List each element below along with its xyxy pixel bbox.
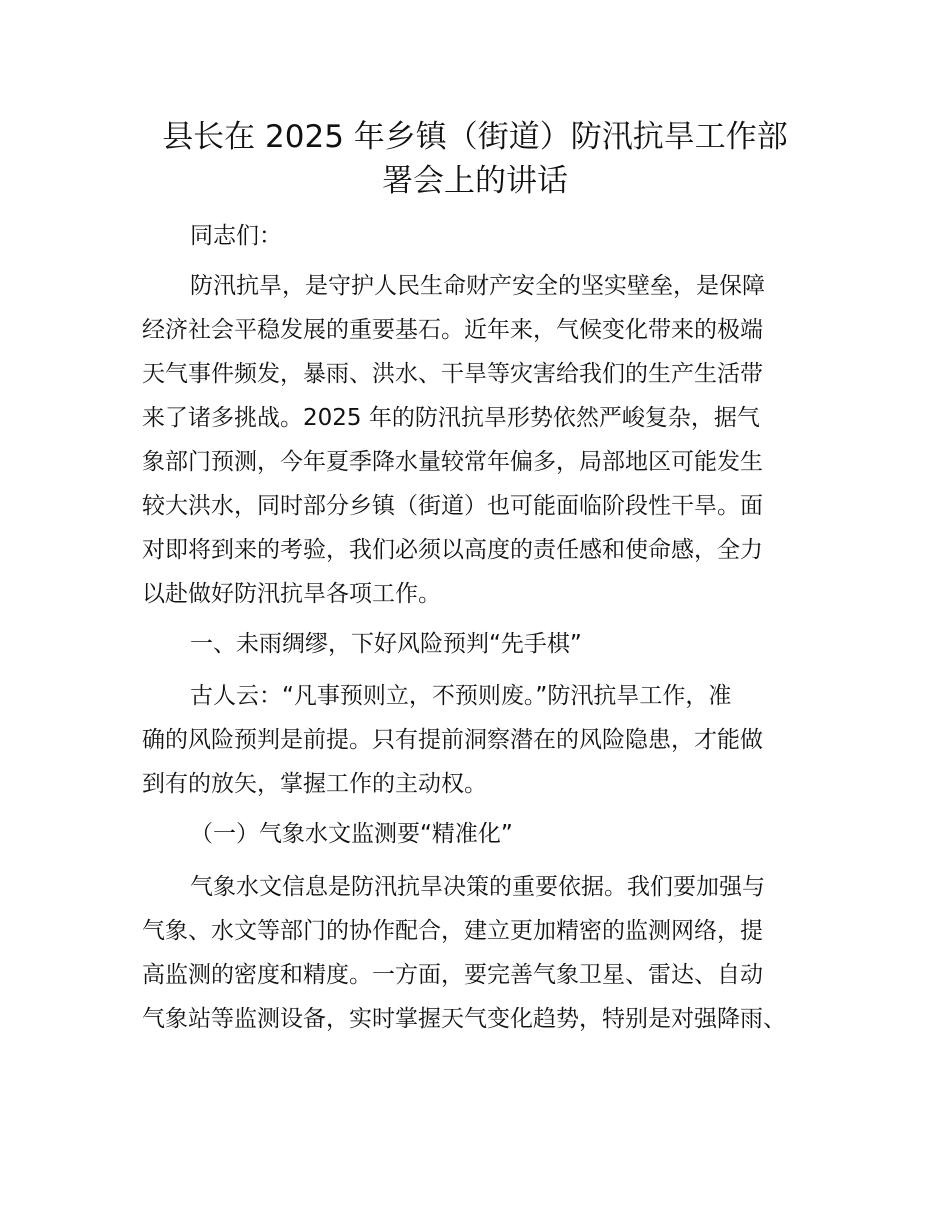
salutation: 同志们： xyxy=(190,223,282,249)
paragraph-2-line-2: 确的风险预判是前提。只有提前洞察潜在的风险隐患，才能做 xyxy=(142,727,763,753)
paragraph-2-line-1: 古人云：“凡事预则立，不预则废。”防汛抗旱工作，准 xyxy=(190,683,732,709)
paragraph-1-line-8: 以赴做好防汛抗旱各项工作。 xyxy=(142,581,441,607)
document-title-line-2: 署会上的讲话 xyxy=(382,163,568,199)
paragraph-1-line-1: 防汛抗旱，是守护人民生命财产安全的坚实壁垒，是保障 xyxy=(190,273,765,299)
paragraph-1-line-7: 对即将到来的考验，我们必须以高度的责任感和使命感，全力 xyxy=(142,537,763,563)
paragraph-1-line-6: 较大洪水，同时部分乡镇（街道）也可能面临阶段性干旱。面 xyxy=(142,493,763,519)
document-title-line-1: 县长在 2025 年乡镇（街道）防汛抗旱工作部 xyxy=(162,119,788,155)
paragraph-1-line-5: 象部门预测，今年夏季降水量较常年偏多，局部地区可能发生 xyxy=(142,449,763,475)
paragraph-3-line-4: 气象站等监测设备，实时掌握天气变化趋势，特别是对强降雨、 xyxy=(142,1006,786,1032)
paragraph-3-line-3: 高监测的密度和精度。一方面，要完善气象卫星、雷达、自动 xyxy=(142,962,763,988)
paragraph-3-line-2: 气象、水文等部门的协作配合，建立更加精密的监测网络，提 xyxy=(142,918,763,944)
section-heading-1: 一、未雨绸缪，下好风险预判“先手棋” xyxy=(190,631,582,657)
subsection-heading-1: （一）气象水文监测要“精准化” xyxy=(190,821,513,847)
paragraph-3-line-1: 气象水文信息是防汛抗旱决策的重要依据。我们要加强与 xyxy=(190,874,765,900)
paragraph-1-line-3: 天气事件频发，暴雨、洪水、干旱等灾害给我们的生产生活带 xyxy=(142,361,763,387)
paragraph-2-line-3: 到有的放矢，掌握工作的主动权。 xyxy=(142,771,487,797)
paragraph-1-line-2: 经济社会平稳发展的重要基石。近年来，气候变化带来的极端 xyxy=(142,317,763,343)
paragraph-1-line-4: 来了诸多挑战。2025 年的防汛抗旱形势依然严峻复杂，据气 xyxy=(142,405,760,431)
